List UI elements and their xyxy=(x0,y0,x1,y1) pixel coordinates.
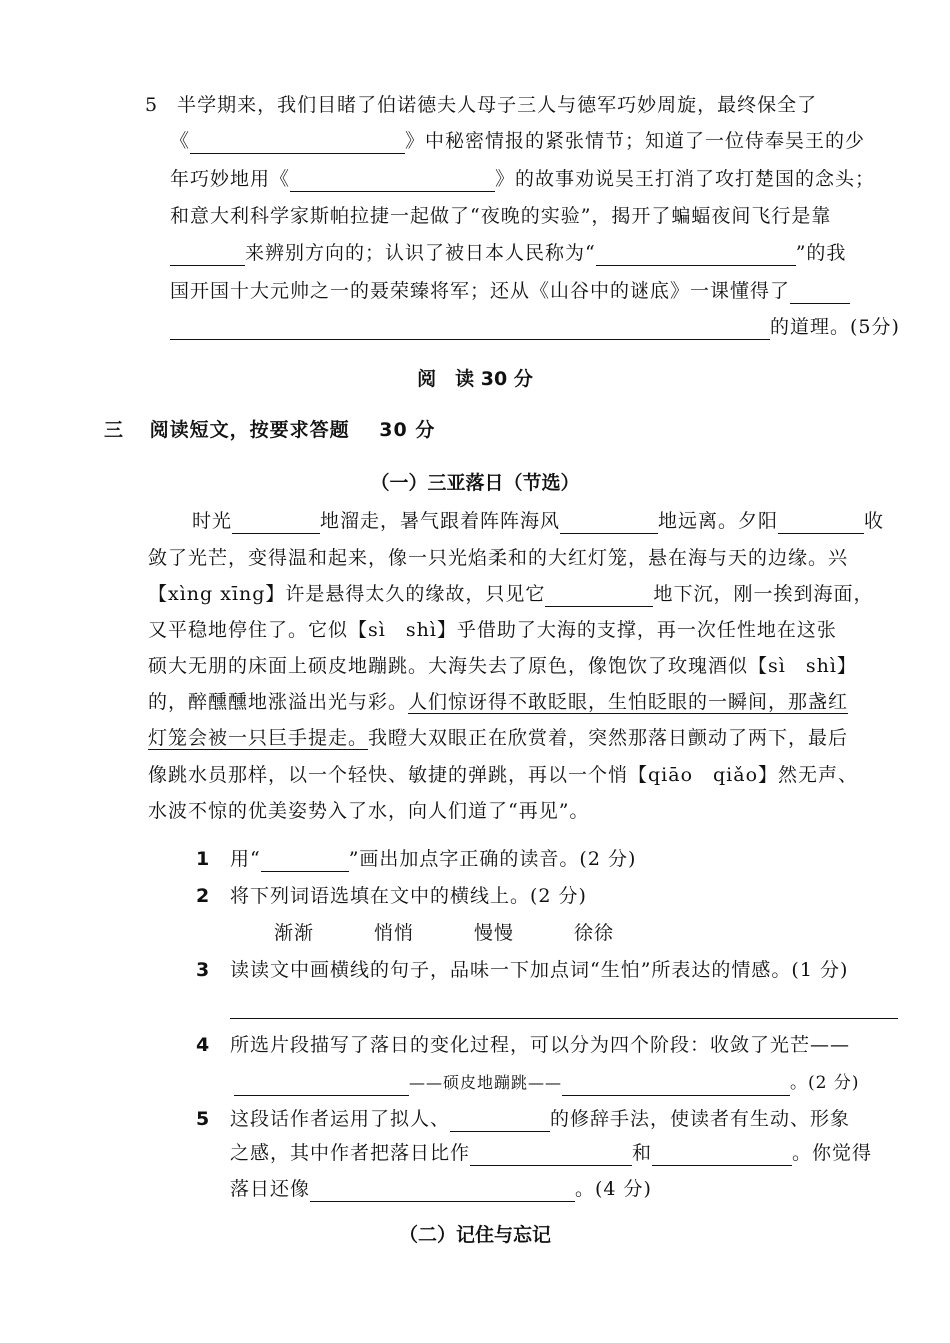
q5-line-6: 国开国十大元帅之一的聂荣臻将军；还从《山谷中的谜底》一课懂得了 xyxy=(170,278,850,304)
option-3: 慢慢 xyxy=(474,922,515,944)
passage-blank-1[interactable] xyxy=(232,513,320,534)
answer-blank-1[interactable] xyxy=(190,133,405,154)
q5-line-7: 的道理。(5分) xyxy=(170,314,900,340)
question-5: 这段话作者运用了拟人、 的修辞手法，使读者有生动、形象 xyxy=(230,1108,851,1130)
question-5-blank-2[interactable] xyxy=(470,1145,632,1166)
reading-heading: 阅 读 30 分 xyxy=(417,368,533,390)
question-5-blank-1[interactable] xyxy=(450,1111,550,1132)
question-2-options xyxy=(274,920,674,946)
passage-line-4: 又平稳地停住了。它似【sì shì】乎借助了大海的支撑，再一次任性地在这张 xyxy=(148,619,837,641)
underlined-sentence-part-1: 人们惊讶得不敢眨眼，生怕眨眼的一瞬间，那盏红 xyxy=(408,691,849,713)
passage-line-2: 敛了光芒，变得温和起来，像一只光焰柔和的大红灯笼，悬在海与天的边缘。兴 xyxy=(148,547,849,569)
question-2: 将下列词语选填在文中的横线上。(2 分) xyxy=(230,885,587,907)
question-5-line-3: 落日还像 。(4 分) xyxy=(230,1178,652,1200)
option-4: 徐徐 xyxy=(574,922,615,944)
passage-blank-2[interactable] xyxy=(560,513,658,534)
answer-blank-3[interactable] xyxy=(170,245,245,266)
question-5-blank-3[interactable] xyxy=(652,1145,792,1166)
question-4: 所选片段描写了落日的变化过程，可以分为四个阶段：收敛了光芒—— xyxy=(230,1034,851,1056)
q5-line-4: 和意大利科学家斯帕拉捷一起做了“夜晚的实验”，揭开了蝙蝠夜间飞行是靠 xyxy=(170,205,832,227)
answer-blank-6[interactable] xyxy=(170,319,770,340)
question-1-blank[interactable] xyxy=(261,851,349,872)
passage-blank-4[interactable] xyxy=(545,586,653,607)
passage-line-8: 像跳水员那样，以一个轻快、敏捷的弹跳，再以一个悄【qiāo qiǎo】然无声、 xyxy=(148,764,859,786)
passage-2-title: （二）记住与忘记 xyxy=(398,1224,551,1246)
option-1: 渐渐 xyxy=(274,922,315,944)
q5-text-1: 半学期来，我们目睹了伯诺德夫人母子三人与德军巧妙周旋，最终保全了 xyxy=(177,94,818,116)
question-3-answer-line[interactable] xyxy=(230,1018,898,1019)
option-2: 悄悄 xyxy=(374,922,415,944)
passage-line-7: 灯笼会被一只巨手提走。我瞪大双眼正在欣赏着，突然那落日颤动了两下，最后 xyxy=(148,727,849,749)
question-1: 用“ ”画出加点字正确的读音。(2 分) xyxy=(230,848,637,870)
passage-1-title: （一）三亚落日（节选） xyxy=(370,472,580,494)
question-5-line-2: 之感，其中作者把落日比作 和 。你觉得 xyxy=(230,1142,873,1164)
question-4-line-2: ——硕皮地蹦跳—— 。(2 分) xyxy=(234,1069,860,1096)
section-label: 三 xyxy=(104,419,125,441)
question-4-blank-1[interactable] xyxy=(234,1075,409,1096)
q5-line-3: 年巧妙地用《 》的故事劝说吴王打消了攻打楚国的念头； xyxy=(170,168,876,190)
question-5-number: 5 xyxy=(196,1108,210,1130)
section-text: 阅读短文，按要求答题 xyxy=(149,419,350,441)
question-3: 读读文中画横线的句子，品味一下加点词“生怕”所表达的情感。(1 分) xyxy=(230,959,849,981)
passage-line-1: 时光 地溜走，暑气跟着阵阵海风 地远离。夕阳 收 xyxy=(192,510,885,532)
q5-number: 5 xyxy=(145,94,159,116)
passage-line-3: 【xìng xīng】许是悬得太久的缘故，只见它 地下沉，刚一挨到海面， xyxy=(148,583,874,605)
answer-blank-2[interactable] xyxy=(290,171,495,192)
passage-line-9: 水波不惊的优美姿势入了水，向人们道了“再见”。 xyxy=(148,800,590,822)
passage-blank-3[interactable] xyxy=(778,513,864,534)
question-2-number: 2 xyxy=(196,885,210,907)
passage-line-5: 硕大无朋的床面上硕皮地蹦跳。大海失去了原色，像饱饮了玫瑰酒似【sì shì】 xyxy=(148,655,857,677)
question-4-blank-2[interactable] xyxy=(562,1075,790,1096)
question-4-number: 4 xyxy=(196,1034,210,1056)
section-score: 30 分 xyxy=(379,419,436,441)
underlined-sentence-part-2: 灯笼会被一只巨手提走。 xyxy=(148,727,369,749)
question-5-blank-4[interactable] xyxy=(310,1181,575,1202)
q5-line-1 xyxy=(145,92,817,118)
q5-line-2: 《 》中秘密情报的紧张情节；知道了一位侍奉吴王的少 xyxy=(170,130,866,152)
q5-line-5: 来辨别方向的；认识了被日本人民称为“ ”的我 xyxy=(170,240,846,266)
answer-blank-5[interactable] xyxy=(790,283,850,304)
passage-line-6: 的，醉醺醺地涨溢出光与彩。人们惊讶得不敢眨眼，生怕眨眼的一瞬间，那盏红 xyxy=(148,691,849,713)
question-3-number: 3 xyxy=(196,959,210,981)
section-three-heading xyxy=(104,417,435,443)
question-1-number: 1 xyxy=(196,848,210,870)
answer-blank-4[interactable] xyxy=(596,245,796,266)
